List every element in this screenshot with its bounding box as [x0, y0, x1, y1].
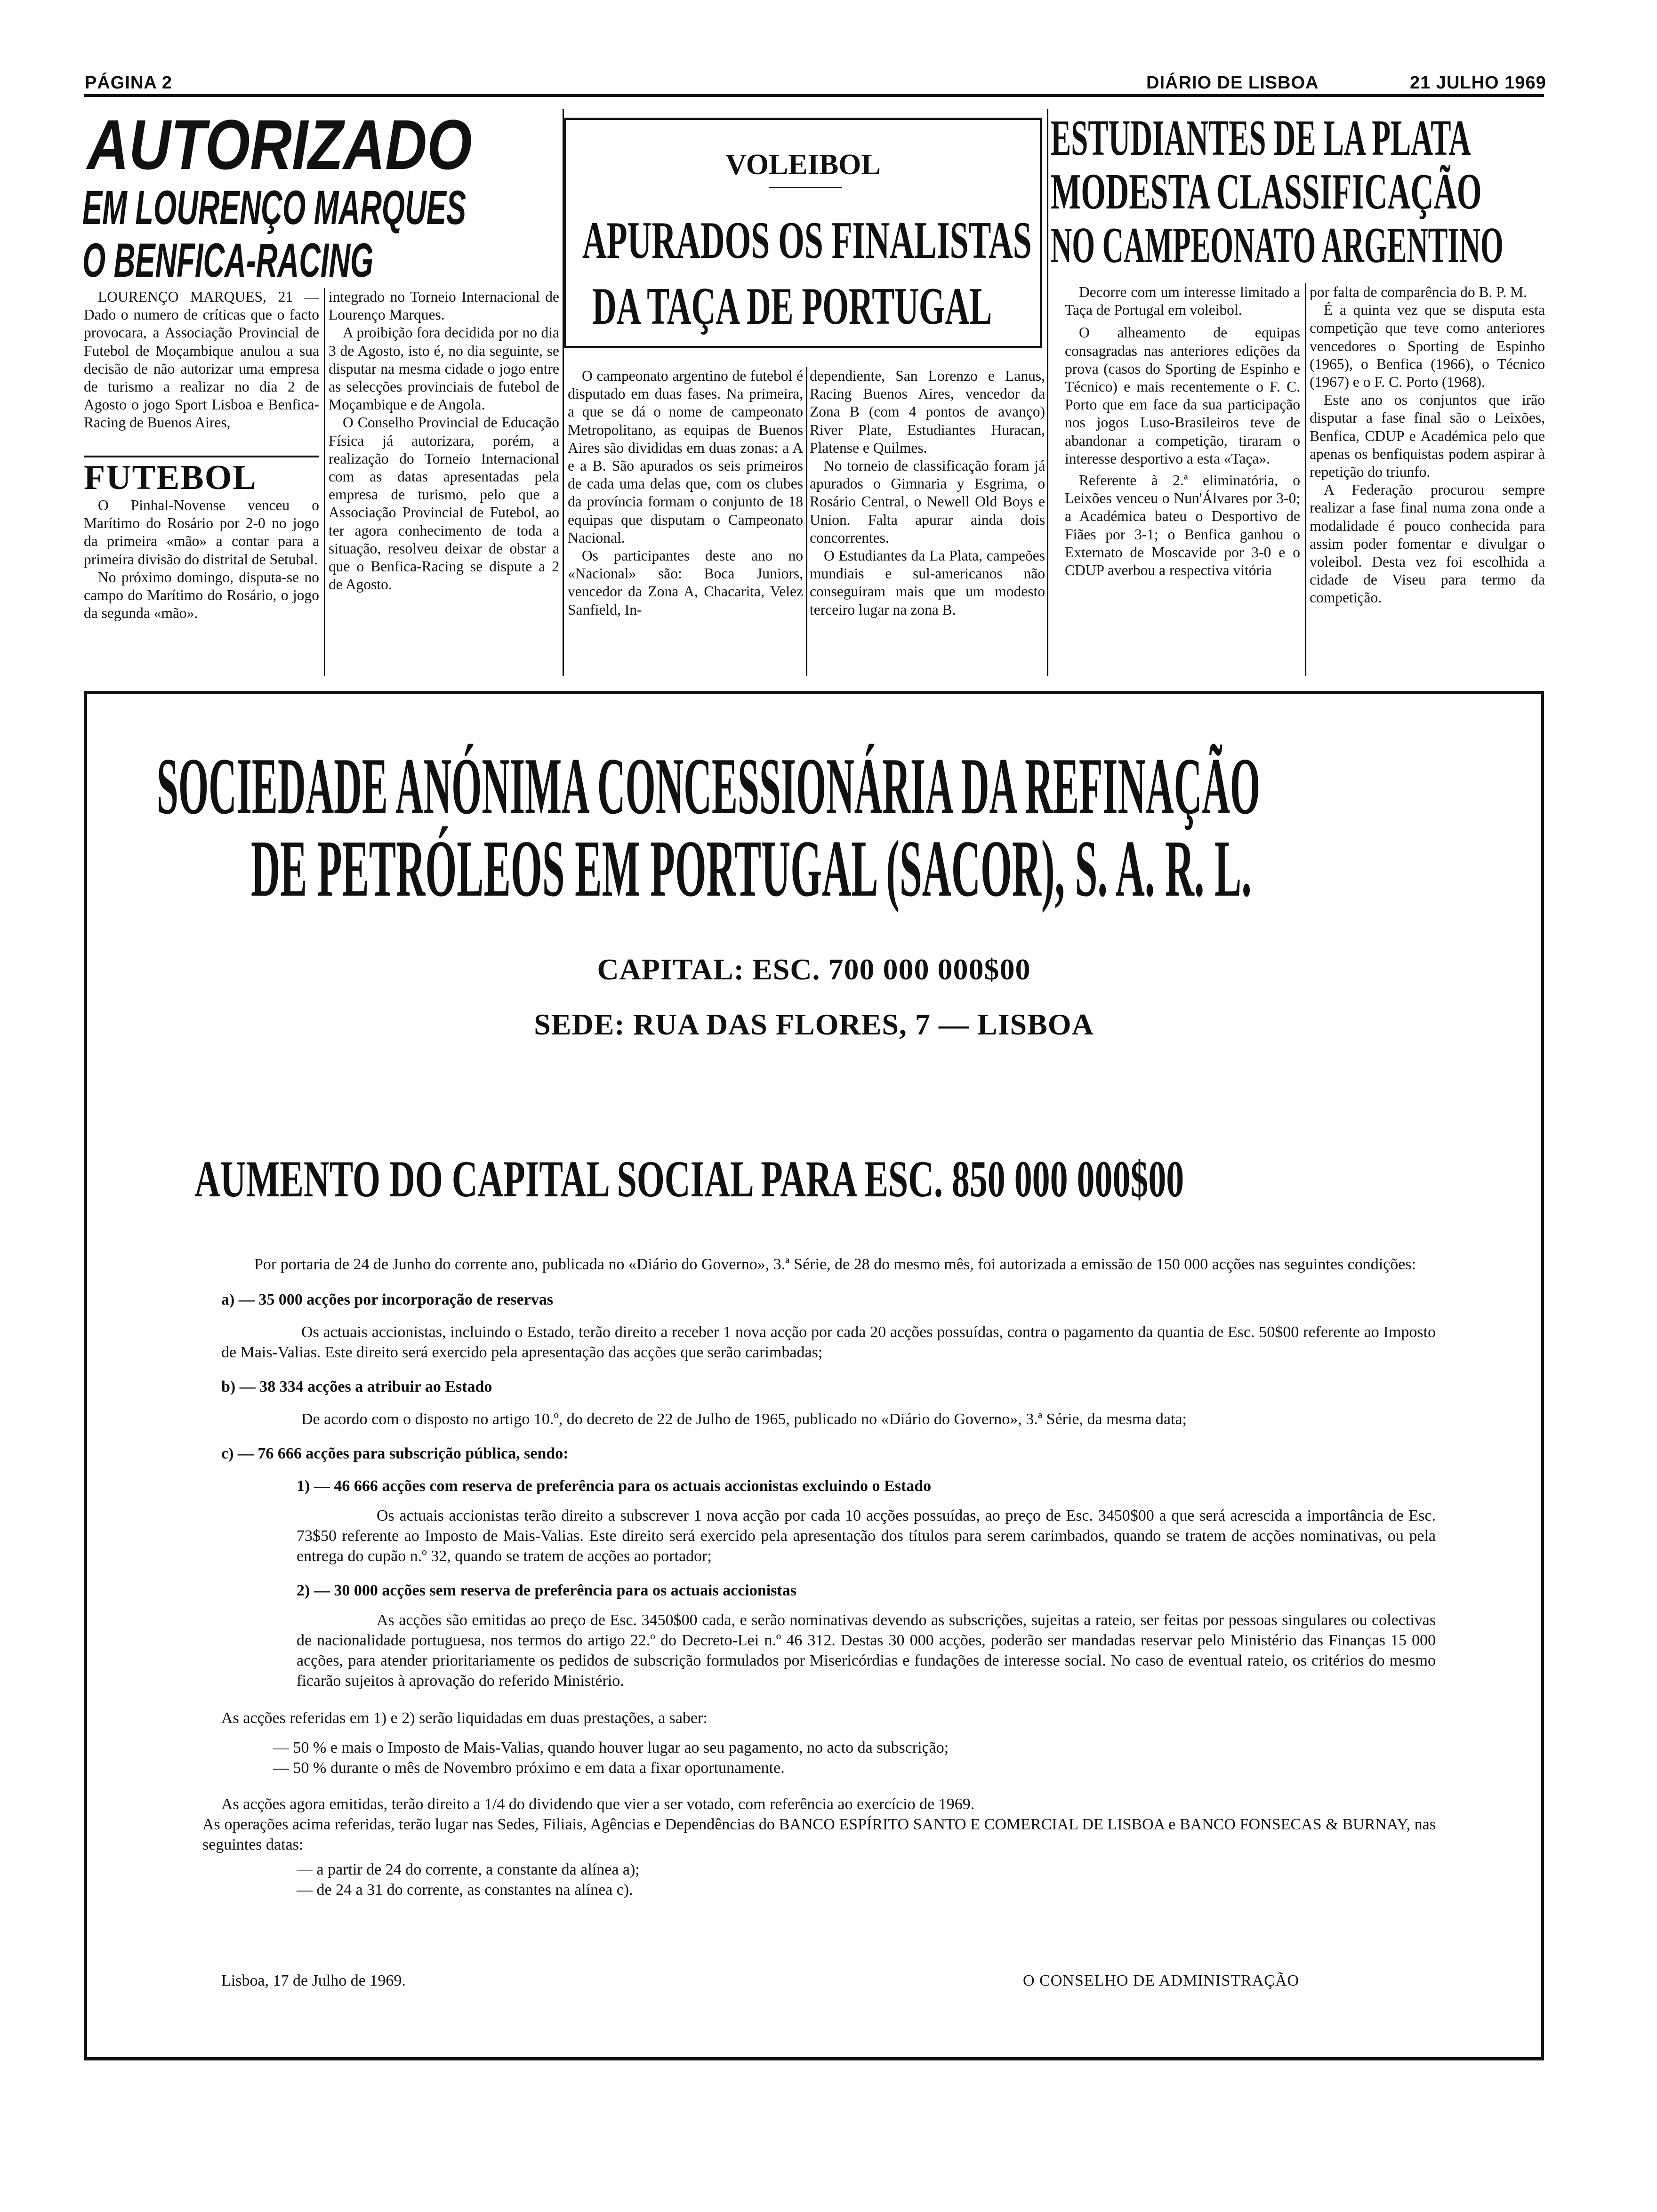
benfica-column-2 [329, 288, 559, 593]
voleibol-headline-line-2: DA TAÇA DE PORTUGAL [592, 277, 992, 336]
column-divider [324, 288, 325, 676]
issue-date: 21 JULHO 1969 [1410, 73, 1546, 93]
argentino-paragraph: dependiente, San Lorenzo e Lanus, Racing Buenos Aires, vencedor da Zona B (com 4 pontos de avanço) River Plate, Estudiantes Huracan, Platense e Quilmes. [810, 368, 1045, 456]
voleibol-kicker-rule [769, 187, 842, 188]
estudiantes-paragraph: O alheamento de equipas consagradas nas anteriores edições da prova (casos do Sporting de Espinho e Técnico) e mais recentemente o F. C. Porto que em face da sua participação nos jogos Luso-Brasileiros teve de abandonar a competição, tiraram o interesse desportivo a esta «Taça». [1065, 324, 1300, 467]
sacor-date-item: — de 24 a 31 do corrente, as constantes na alínea c). [297, 1881, 633, 1899]
sacor-condition-c1-text: Os actuais accionistas terão direito a subscrever 1 nova acção por cada 10 acções possuídas, ao preço de Esc. 3450$00 a que será acrescida a importância de Esc. 73$50 referente ao Imposto de Mais-Valias. Este direito será exercido pela apresentação dos títulos para serem carimbados, quando se tratem de acções nominativas, ou pela entrega do cupão n.º 32, quando se tratem de acções ao portador; [297, 1507, 1436, 1565]
page-number: PÁGINA 2 [85, 73, 173, 93]
sacor-title-line-1: SOCIEDADE ANÓNIMA CONCESSIONÁRIA DA REFINAÇÃO [157, 742, 1261, 831]
voleibol-kicker: VOLEIBOL [725, 149, 881, 181]
estudiantes-paragraph: É a quinta vez que se disputa esta competição que teve como anteriores vencedores o Sporting de Espinho (1965), o Benfica (1966), o Técnico (1967) e o F. C. Porto (1968). [1310, 302, 1545, 391]
futebol-section [84, 459, 319, 622]
estudiantes-headline [1051, 109, 1550, 274]
voleibol-headline-box [564, 118, 1042, 348]
sacor-operations: As operações acima referidas, terão lugar nas Sedes, Filiais, Agências e Dependências do BANCO ESPÍRITO SANTO E COMERCIAL DE LISBOA e BANCO FONSECAS & BURNAY, nas seguintes datas: [202, 1816, 1436, 1853]
benfica-headline-line-1: AUTORIZADO [87, 105, 472, 184]
argentino-column-2 [810, 367, 1045, 619]
sacor-date-item: — a partir de 24 do corrente, a constante da alínea a); [297, 1861, 640, 1878]
sacor-title-line-2: DE PETRÓLEOS EM PORTUGAL (SACOR), S. A. R. L. [251, 824, 1252, 914]
sacor-conditions [202, 1254, 1436, 1900]
sacor-liquidation-item: — 50 % e mais o Imposto de Mais-Valias, quando houver lugar ao seu pagamento, no acto da subscrição; [273, 1739, 949, 1756]
sacor-condition-c-head: c) — 76 666 acções para subscrição pública, sendo: [221, 1445, 569, 1462]
argentino-paragraph: Os participantes deste ano no «Nacional» são: Boca Juniors, vencedor da Zona A, Chacarita, Velez Sanfield, In- [568, 547, 803, 618]
sacor-condition-a-head: a) — 35 000 acções por incorporação de reservas [221, 1291, 554, 1308]
sacor-condition-c1-head: 1) — 46 666 acções com reserva de preferência para os actuais accionistas excluindo o Estado [297, 1477, 932, 1495]
estudiantes-paragraph: por falta de comparência do B. P. M. [1310, 284, 1527, 300]
benfica-paragraph: A proibição fora decidida por no dia 3 de Agosto, isto é, no dia seguinte, se disputar na mesma cidade o jogo entre as selecções provinciais de futebol de Moçambique e de Angola. [329, 324, 559, 413]
estudiantes-headline-line-3: NO CAMPEONATO ARGENTINO [1051, 217, 1504, 273]
sacor-condition-c2-text: As acções são emitidas ao preço de Esc. 3450$00 cada, e serão nominativas devendo as subscrições, sujeitas a rateio, ser feitas por pessoas singulares ou colectivas de nacionalidade portuguesa, nos termos do artigo 22.º do Decreto-Lei n.º 46 312. Destas 30 000 acções, poderão ser mandadas reservar pelo Ministério das Finanças 15 000 acções, para atender prioritariamente os pedidos de subscrição formulados por Misericórdias e fundações de interesse social. No caso de eventual rateio, os critérios do mesmo ficarão sujeitos à aprovação do referido Ministério. [297, 1611, 1436, 1690]
sacor-liquidation: As acções referidas em 1) e 2) serão liquidadas em duas prestações, a saber: [221, 1709, 708, 1727]
sacor-condition-b-text: De acordo com o disposto no artigo 10.º, do decreto de 22 de Julho de 1965, publicado no «Diário do Governo», 3.ª Série, da mesma data; [301, 1411, 1187, 1428]
benfica-column-1 [84, 288, 319, 432]
benfica-headline-line-2: EM LOURENÇO MARQUES [82, 181, 467, 234]
estudiantes-paragraph: Este ano os conjuntos que irão disputar a fase final são o Leixões, Benfica, CDUP e Académica pelo que apenas os benfiquistas podem aspirar à repetição do triunfo. [1310, 392, 1545, 481]
sacor-capital-increase: AUMENTO DO CAPITAL SOCIAL PARA ESC. 850 000 000$00 [194, 1150, 1184, 1208]
newspaper-name: DIÁRIO DE LISBOA [1146, 73, 1319, 93]
column-divider [806, 367, 807, 676]
sacor-dividend: As acções agora emitidas, terão direito a 1/4 do dividendo que vier a ser votado, com referência ao exercício de 1969. [221, 1795, 975, 1813]
sacor-sede: SEDE: RUA DAS FLORES, 7 — LISBOA [534, 1008, 1094, 1041]
benfica-paragraph: O Conselho Provincial de Educação Física já autorizara, porém, a realização do Torneio Internacional com as datas apresentadas pela empresa de turismo, pelo que a Associação Provincial de Futebol, ao ter agora conhecimento de toda a situação, resolveu deixar de obstar a que o Benfica-Racing se dispute a 2 de Agosto. [329, 414, 559, 593]
argentino-paragraph: No torneio de classificação foram já apurados o Gimnaria y Esgrima, o Rosário Central, o Newell Old Boys e Union. Falta apurar ainda dois concorrentes. [810, 457, 1045, 546]
column-divider [1305, 283, 1306, 676]
estudiantes-column-2 [1310, 283, 1545, 607]
argentino-paragraph: O campeonato argentino de futebol é disputado em duas fases. Na primeira, a que se dá o nome de campeonato Metropolitano, as equipas de Buenos Aires são divididas em duas zonas: a A e a B. São apurados os seis primeiros de cada uma delas que, com os clubes da província formam o conjunto de 18 equipas que disputam o Campeonato Nacional. [568, 368, 803, 546]
futebol-paragraph: No próximo domingo, disputa-se no campo do Marítimo do Rosário, o jogo da segunda «mão». [84, 569, 319, 622]
argentino-paragraph: O Estudiantes da La Plata, campeões mundiais e sul-americanos não conseguiram mais que um modesto terceiro lugar na zona B. [810, 547, 1045, 618]
sacor-advertisement [84, 691, 1544, 2060]
argentino-column-1 [568, 367, 803, 619]
sacor-intro: Por portaria de 24 de Junho do corrente ano, publicada no «Diário do Governo», 3.ª Série, de 28 do mesmo mês, foi autorizada a emissão de 150 000 acções nas seguintes condições: [254, 1256, 1416, 1273]
sacor-condition-c2-head: 2) — 30 000 acções sem reserva de preferência para os actuais accionistas [297, 1582, 796, 1599]
sacor-condition-a-text: Os actuais accionistas, incluindo o Estado, terão direito a receber 1 nova acção por cada 20 acções possuídas, contra o pagamento da quantia de Esc. 50$00 referente ao Imposto de Mais-Valias. Este direito será exercido pela apresentação das acções que serão carimbadas; [221, 1323, 1436, 1361]
header-rule [84, 94, 1544, 97]
futebol-paragraph: O Pinhal-Novense venceu o Marítimo do Rosário por 2-0 no jogo da primeira «mão» a contar para a primeira divisão do distrital de Setubal. [84, 497, 319, 568]
sacor-signature: O CONSELHO DE ADMINISTRAÇÃO [1023, 1972, 1300, 1989]
benfica-divider [84, 456, 319, 457]
sacor-place-date: Lisboa, 17 de Julho de 1969. [221, 1972, 406, 1989]
sacor-condition-b-head: b) — 38 334 acções a atribuir ao Estado [221, 1378, 492, 1395]
estudiantes-paragraph: Referente à 2.ª eliminatória, o Leixões venceu o Nun'Álvares por 3-0; a Académica bateu o Desportivo de Fiães por 3-1; o Benfica ganhou o Externato de Moscavide por 3-0 e o CDUP averbou a respectiva vitória [1065, 472, 1300, 579]
futebol-title: FUTEBOL [84, 458, 257, 497]
column-divider [1047, 109, 1048, 676]
estudiantes-headline-line-2: MODESTA CLASSIFICAÇÃO [1051, 164, 1482, 220]
estudiantes-headline-line-1: ESTUDIANTES DE LA PLATA [1051, 110, 1471, 166]
sacor-capital: CAPITAL: ESC. 700 000 000$00 [597, 953, 1031, 986]
benfica-paragraph: integrado no Torneio Internacional de Lourenço Marques. [329, 289, 559, 323]
voleibol-headline-line-1: APURADOS OS FINALISTAS [582, 211, 1032, 270]
benfica-headline [82, 105, 563, 288]
estudiantes-column-1 [1065, 283, 1300, 579]
estudiantes-paragraph: A Federação procurou sempre realizar a fase final numa zona onde a modalidade é pouco conhecida para assim poder fomentar e divulgar o voleibol. Desta vez foi escolhida a cidade de Viseu para termo da competição. [1310, 481, 1545, 606]
sacor-liquidation-item: — 50 % durante o mês de Novembro próximo e em data a fixar oportunamente. [273, 1759, 785, 1777]
benfica-paragraph: LOURENÇO MARQUES, 21 —Dado o numero de críticas que o facto provocara, a Associação Provincial de Futebol de Moçambique anulou a sua decisão de não autorizar uma empresa de turismo a realizar no dia 2 de Agosto o jogo Sport Lisboa e Benfica-Racing de Buenos Aires, [84, 289, 319, 431]
estudiantes-paragraph: Decorre com um interesse limitado a Taça de Portugal em voleibol. [1065, 284, 1300, 319]
benfica-headline-line-3: O BENFICA-RACING [82, 233, 374, 287]
